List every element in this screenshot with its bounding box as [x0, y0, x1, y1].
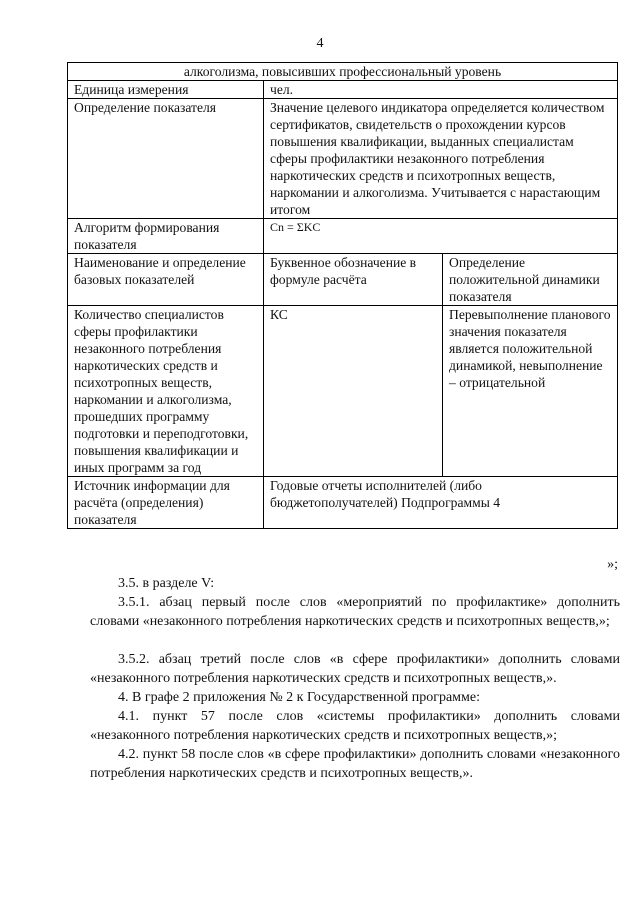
- paragraph: [90, 707, 620, 745]
- row-value: чел.: [264, 81, 618, 99]
- row-value: Значение целевого индикатора определяется количеством сертификатов, свидетельств о прохождении курсов повышения квалификации, выданных специалистам сферы профилактики незаконного потребления наркотических средств и психотропных веществ, наркомании и алкоголизма. Учитывается с нарастающим итогом: [264, 99, 618, 219]
- paragraph-text: 3.5.2. абзац третий после слов «в сфере профилактики» дополнить словами «незаконного потребления наркотических средств и психотропных веществ,».: [90, 652, 620, 686]
- base-name: Количество специалистов сферы профилактики незаконного потребления наркотических средств и психотропных веществ, наркомании и алкоголизма, прошедших программу подготовки и переподготовки, повышения квалификации и иных программ за год: [68, 306, 264, 477]
- row-label: Алгоритм формирования показателя: [68, 219, 264, 254]
- base-dynamics: Перевыполнение планового значения показателя является положительной динамикой, невыполнение – отрицательной: [443, 306, 618, 477]
- table-row: [68, 99, 618, 219]
- table-title-row: [68, 63, 618, 81]
- base-header-symbol: Буквенное обозначение в формуле расчёта: [264, 254, 443, 306]
- paragraph: [90, 593, 620, 631]
- table-row: [68, 81, 618, 99]
- indicator-table: [67, 62, 618, 529]
- paragraph-text: 3.5.1. абзац первый после слов «мероприятий по профилактике» дополнить словами «незаконного потребления наркотических средств и психотропных веществ,»;: [90, 595, 620, 629]
- base-symbol: КС: [264, 306, 443, 477]
- base-header-name: Наименование и определение базовых показателей: [68, 254, 264, 306]
- source-row: [68, 477, 618, 529]
- paragraph: [90, 688, 620, 707]
- row-label: Определение показателя: [68, 99, 264, 219]
- base-header-dynamics: Определение положительной динамики показателя: [443, 254, 618, 306]
- paragraph: [90, 650, 620, 688]
- source-value: Годовые отчеты исполнителей (либо бюджетополучателей) Подпрограммы 4: [264, 477, 618, 529]
- row-label: Единица измерения: [68, 81, 264, 99]
- table-title-cell: алкоголизма, повысивших профессиональный уровень: [68, 63, 618, 81]
- page-number: 4: [316, 36, 324, 51]
- table-row: [68, 219, 618, 254]
- source-label: Источник информации для расчёта (определения) показателя: [68, 477, 264, 529]
- paragraph: [90, 574, 620, 593]
- closing-quote: »;: [607, 557, 618, 572]
- base-row: [68, 306, 618, 477]
- paragraph-text: 4.2. пункт 58 после слов «в сфере профилактики» дополнить словами «незаконного потребления наркотических средств и психотропных веществ,».: [90, 747, 620, 781]
- formula-value: Cn = ΣKC: [264, 219, 618, 254]
- paragraph: [90, 745, 620, 783]
- paragraph-text: 4. В графе 2 приложения № 2 к Государственной программе:: [118, 690, 481, 705]
- base-header-row: [68, 254, 618, 306]
- paragraph-text: 4.1. пункт 57 после слов «системы профилактики» дополнить словами «незаконного потребления наркотических средств и психотропных веществ,»;: [90, 709, 620, 743]
- paragraph-text: 3.5. в разделе V:: [118, 576, 215, 591]
